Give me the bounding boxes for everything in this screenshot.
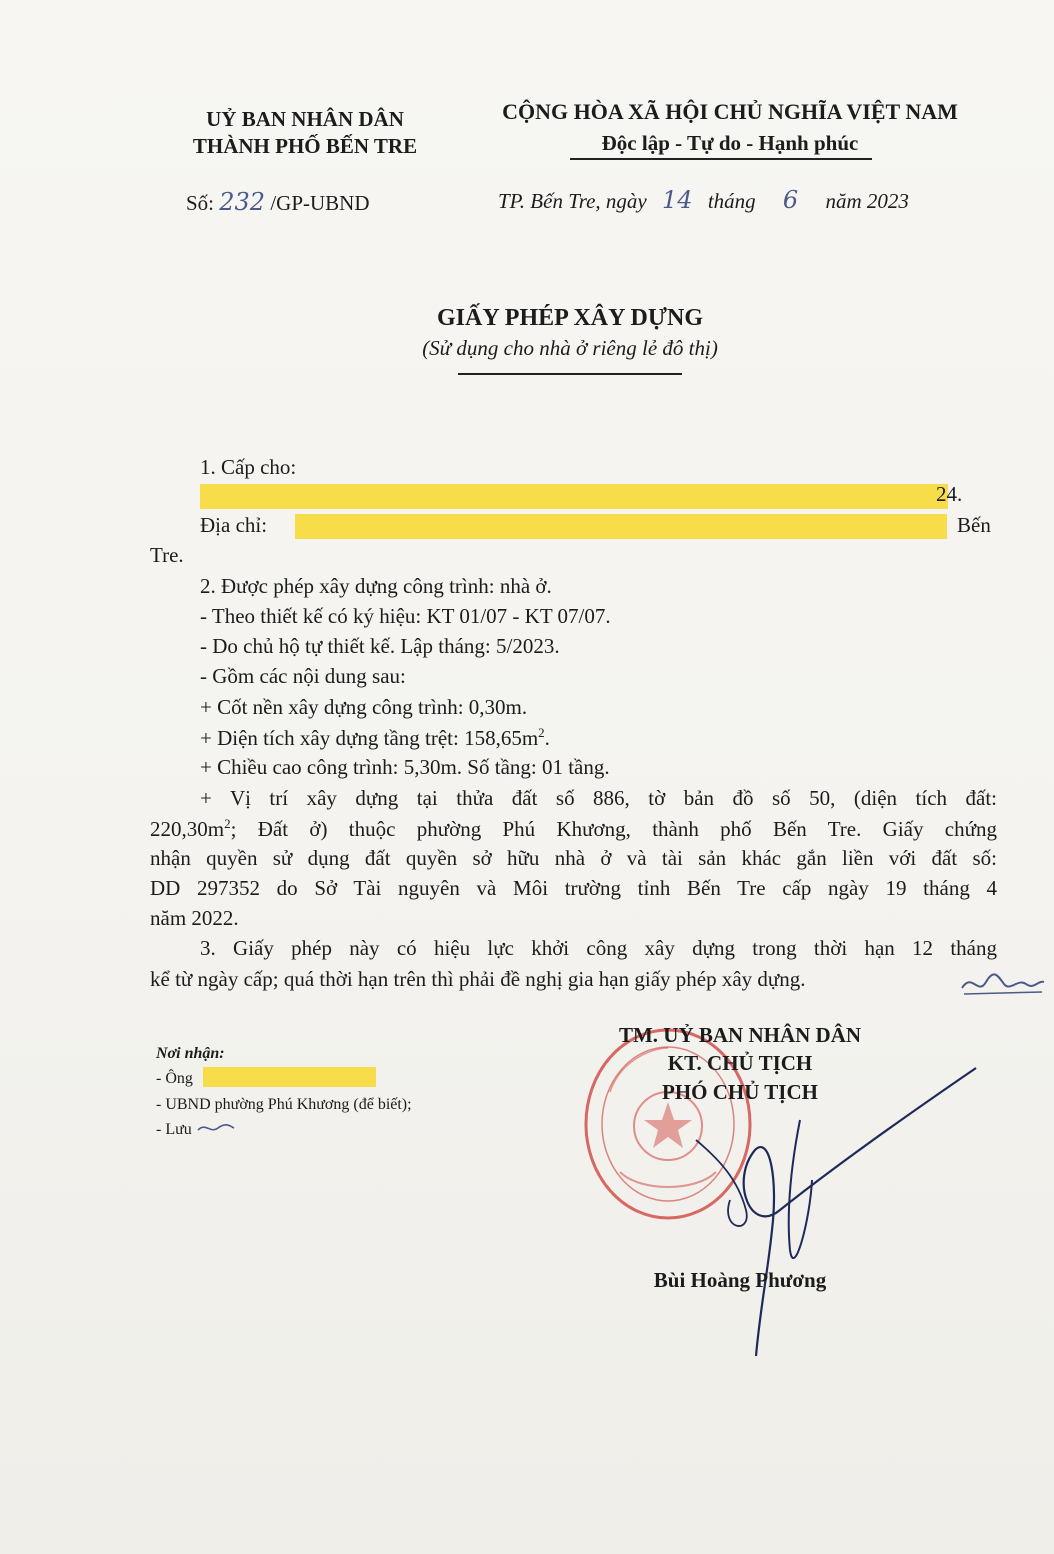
location-line-1: + Vị trí xây dựng tại thửa đất số 886, tờ bản đồ số 50, (diện tích đất: bbox=[200, 786, 997, 810]
handwritten-signature bbox=[660, 1060, 990, 1370]
ground-floor-area-text: + Diện tích xây dựng tầng trệt: 158,65m bbox=[200, 726, 539, 750]
agency-name-line1: UỶ BAN NHÂN DÂN bbox=[206, 107, 404, 131]
location-line-2 bbox=[150, 816, 997, 842]
document-number bbox=[186, 188, 370, 216]
issue-date-month-label: tháng bbox=[707, 189, 756, 213]
issue-date bbox=[498, 186, 909, 214]
initial-mark bbox=[196, 1118, 236, 1136]
title-underline bbox=[458, 373, 682, 375]
document-number-prefix: Số: bbox=[186, 191, 215, 215]
designer-line: - Do chủ hộ tự thiết kế. Lập tháng: 5/2023. bbox=[200, 634, 560, 658]
document-title: GIẤY PHÉP XÂY DỰNG bbox=[437, 305, 703, 331]
nation-motto: Độc lập - Tự do - Hạnh phúc bbox=[601, 131, 859, 155]
contents-heading: - Gồm các nội dung sau: bbox=[200, 664, 406, 688]
foundation-level-line: + Cốt nền xây dựng công trình: 0,30m. bbox=[200, 695, 528, 719]
agency-name-line2: THÀNH PHỐ BẾN TRE bbox=[192, 134, 418, 158]
location-line-4: DD 297352 do Sở Tài nguyên và Môi trường tỉnh Bến Tre cấp ngày 19 tháng 4 bbox=[150, 876, 997, 900]
section-1-heading: 1. Cấp cho: bbox=[200, 455, 297, 479]
issue-date-day: 14 bbox=[662, 186, 693, 214]
recipient-2: - UBND phường Phú Khương (để biết); bbox=[156, 1096, 412, 1113]
land-area-text: 220,30m bbox=[150, 817, 225, 841]
signature-title-line1: TM. UỶ BAN NHÂN DÂN bbox=[618, 1023, 862, 1047]
owner-info-tail: 24. bbox=[936, 482, 963, 506]
issue-date-year: năm 2023 bbox=[825, 189, 909, 213]
recipient-3: - Lưu bbox=[156, 1121, 192, 1138]
location-line-5: năm 2022. bbox=[150, 906, 239, 930]
section-2-heading: 2. Được phép xây dựng công trình: nhà ở. bbox=[200, 574, 552, 598]
issue-date-place: TP. Bến Tre, ngày bbox=[498, 189, 647, 213]
recipients-heading: Nơi nhận: bbox=[156, 1045, 225, 1062]
document-number-handwritten: 232 bbox=[219, 188, 266, 216]
location-line-2-rest: ; Đất ở) thuộc phường Phú Khương, thành phố Bến Tre. Giấy chứng bbox=[230, 817, 997, 841]
land-area-sup: 2 bbox=[224, 816, 231, 831]
signature-title-line2: KT. CHỦ TỊCH bbox=[667, 1051, 813, 1075]
ground-floor-area-end: . bbox=[544, 726, 550, 750]
issue-date-month: 6 bbox=[782, 186, 799, 214]
motto-underline bbox=[570, 158, 872, 160]
validity-line-1: 3. Giấy phép này có hiệu lực khởi công xây dựng trong thời hạn 12 tháng bbox=[200, 936, 997, 960]
redacted-recipient-name bbox=[203, 1067, 376, 1087]
design-code-line: - Theo thiết kế có ký hiệu: KT 01/07 - KT 07/07. bbox=[200, 604, 611, 628]
ground-floor-area-sup: 2 bbox=[538, 725, 545, 740]
document-number-suffix: /GP-UBND bbox=[270, 191, 370, 215]
end-flourish-mark bbox=[958, 962, 1048, 1002]
validity-line-2: kể từ ngày cấp; quá thời hạn trên thì phải đề nghị gia hạn giấy phép xây dựng. bbox=[150, 967, 806, 991]
redacted-owner-info bbox=[200, 484, 948, 509]
address-continuation: Tre. bbox=[150, 543, 184, 567]
signer-name: Bùi Hoàng Phương bbox=[653, 1268, 827, 1292]
address-label: Địa chỉ: bbox=[200, 513, 268, 537]
height-floors-line: + Chiều cao công trình: 5,30m. Số tầng: 01 tầng. bbox=[200, 755, 610, 779]
redacted-address bbox=[295, 514, 947, 539]
location-line-3: nhận quyền sử dụng đất quyền sở hữu nhà ở và tài sản khác gắn liền với đất số: bbox=[150, 846, 997, 870]
recipient-1: - Ông bbox=[156, 1070, 193, 1087]
ground-floor-area-line bbox=[200, 725, 550, 751]
nation-name: CỘNG HÒA XÃ HỘI CHỦ NGHĨA VIỆT NAM bbox=[502, 99, 958, 124]
document-subtitle: (Sử dụng cho nhà ở riêng lẻ đô thị) bbox=[422, 336, 718, 360]
address-tail: Bến bbox=[957, 513, 991, 537]
signature-title-line3: PHÓ CHỦ TỊCH bbox=[662, 1080, 818, 1104]
